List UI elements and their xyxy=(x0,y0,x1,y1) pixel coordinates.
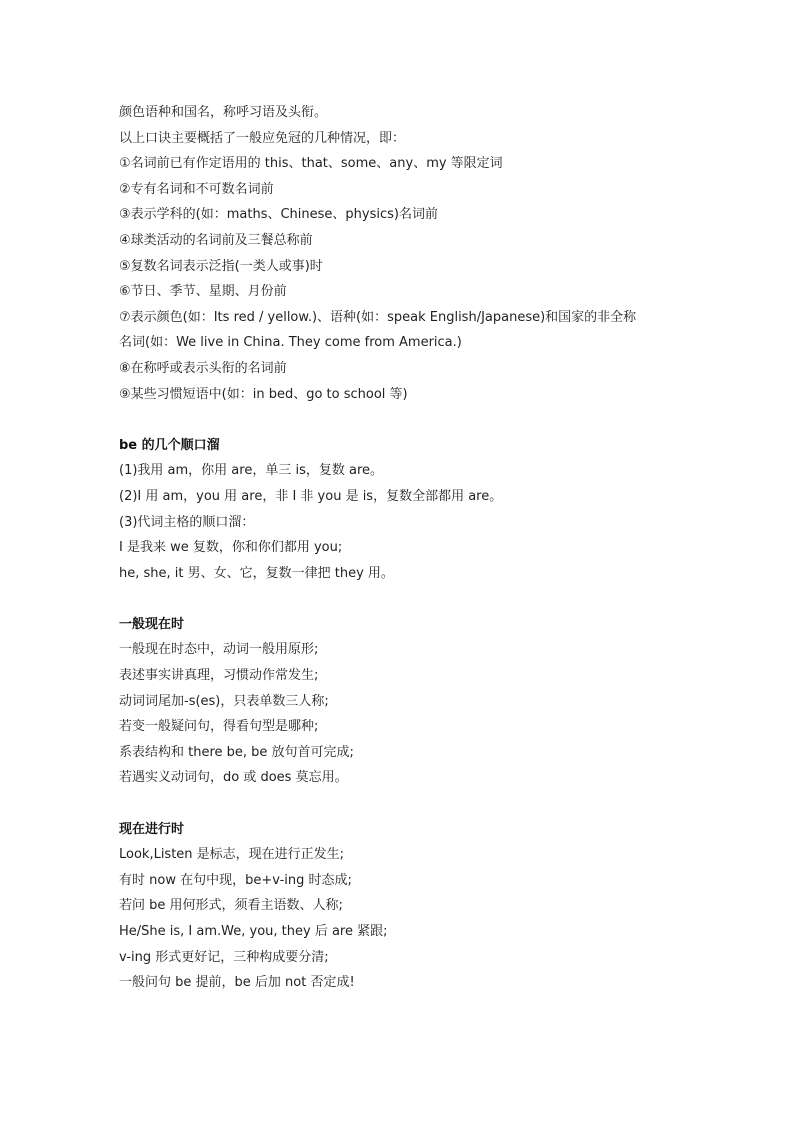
text-line: Look,Listen 是标志，现在进行正发生; xyxy=(119,847,345,863)
list-item: ⑦表示颜色(如：Its red / yellow.)、语种(如：speak English/Japanese)和国家的非全称 xyxy=(119,309,637,325)
spacer xyxy=(119,791,719,817)
text-line: 系表结构和 there be, be 放句首可完成; xyxy=(119,744,354,760)
text-line: 一般现在时态中，动词一般用原形; xyxy=(119,642,319,658)
text-line: 有时 now 在句中现，be+v-ing 时态成; xyxy=(119,872,352,888)
text-line: 颜色语种和国名，称呼习语及头衔。 xyxy=(119,105,328,120)
list-item: ⑥节日、季节、星期、月份前 xyxy=(119,284,287,300)
text-line: 表述事实讲真理，习惯动作常发生; xyxy=(119,668,319,684)
text-line: 若问 be 用何形式，须看主语数、人称; xyxy=(119,898,343,914)
intro-section xyxy=(119,100,719,407)
list-item: ⑨某些习惯短语中(如：in bed、go to school 等) xyxy=(119,386,408,402)
present-continuous-section xyxy=(119,817,719,996)
section-heading: 现在进行时 xyxy=(119,821,185,837)
section-heading: 一般现在时 xyxy=(119,616,185,632)
list-item: ③表示学科的(如：maths、Chinese、physics)名词前 xyxy=(119,207,438,223)
text-line: (1)我用 am，你用 are，单三 is，复数 are。 xyxy=(119,463,384,479)
section-heading: be 的几个顺口溜 xyxy=(119,437,220,453)
list-item: ①名词前已有作定语用的 this、that、some、any、my 等限定词 xyxy=(119,156,503,172)
text-line: v-ing 形式更好记，三种构成要分清; xyxy=(119,949,329,965)
text-line: (3)代词主格的顺口溜： xyxy=(119,514,255,530)
list-item: ⑧在称呼或表示头衔的名词前 xyxy=(119,360,287,376)
text-line: 动词词尾加-s(es)，只表单数三人称; xyxy=(119,693,329,709)
text-line: (2)I 用 am，you 用 are，非 I 非 you 是 is，复数全部都用 are。 xyxy=(119,488,503,504)
text-line: I 是我来 we 复数，你和你们都用 you; xyxy=(119,540,343,556)
text-line: He/She is, I am.We, you, they 后 are 紧跟; xyxy=(119,924,388,939)
be-rhymes-section xyxy=(119,433,719,587)
list-item: ⑤复数名词表示泛指(一类人或事)时 xyxy=(119,258,323,274)
list-item: ②专有名词和不可数名词前 xyxy=(119,181,274,197)
list-item: ④球类活动的名词前及三餐总称前 xyxy=(119,232,313,248)
present-simple-section xyxy=(119,612,719,791)
text-line: 一般问句 be 提前，be 后加 not 否定成! xyxy=(119,975,355,991)
text-line: 以上口诀主要概括了一般应免冠的几种情况，即： xyxy=(119,130,406,146)
text-line: 若变一般疑问句，得看句型是哪种; xyxy=(119,719,319,735)
document-body xyxy=(119,100,719,996)
text-line: 若遇实义动词句，do 或 does 莫忘用。 xyxy=(119,770,348,786)
spacer xyxy=(119,586,719,612)
spacer xyxy=(119,407,719,433)
text-line: he, she, it 男、女、它，复数一律把 they 用。 xyxy=(119,565,394,581)
list-item-continuation: 名词(如：We live in China. They come from America.) xyxy=(119,335,462,351)
